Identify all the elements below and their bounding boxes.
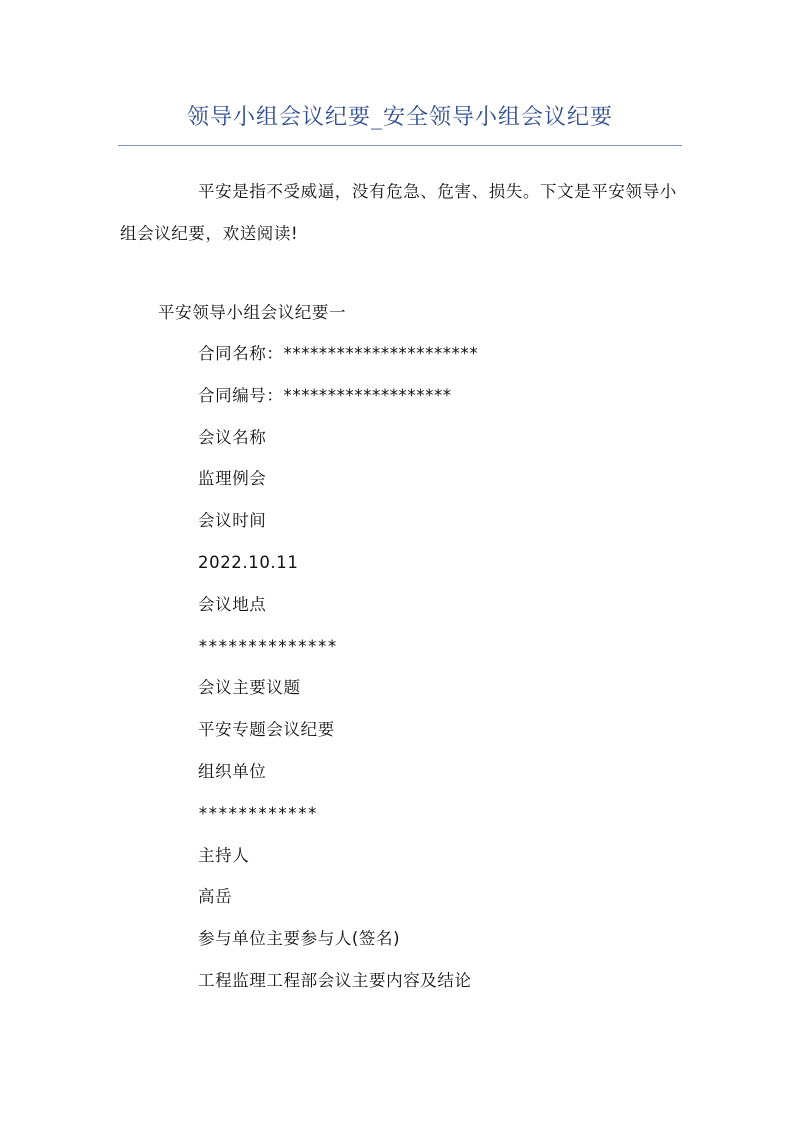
document-title: 领导小组会议纪要_安全领导小组会议纪要 [186,105,613,130]
meeting-field-line: 工程监理工程部会议主要内容及结论 [198,970,472,990]
intro-paragraph: 平安是指不受威逼，没有危急、危害、损失。下文是平安领导小组会议纪要，欢送阅读! [120,182,677,243]
meeting-field-line: 参与单位主要参与人(签名) [198,929,401,949]
meeting-field-line: 会议时间 [198,511,267,531]
section-heading: 平安领导小组会议纪要一 [158,303,347,322]
meeting-field-line: ************ [198,803,318,823]
meeting-field-line: 组织单位 [198,761,267,781]
meeting-field-line: 会议名称 [198,427,267,447]
meeting-field-line: 平安专题会议纪要 [198,720,335,740]
meeting-field-line: ************** [198,636,338,656]
meeting-field-line: 会议主要议题 [198,678,301,698]
meeting-field-line: 主持人 [198,845,250,865]
title-underline [118,145,682,146]
meeting-field-line: 2022.10.11 [198,552,299,572]
meeting-field-line: 合同名称：********************** [198,344,479,363]
meeting-field-line: 高岳 [198,887,233,907]
meeting-field-list [198,337,478,1006]
meeting-field-line: 合同编号：******************* [198,385,452,405]
meeting-field-line: 监理例会 [198,469,267,489]
meeting-field-line: 会议地点 [198,594,267,614]
